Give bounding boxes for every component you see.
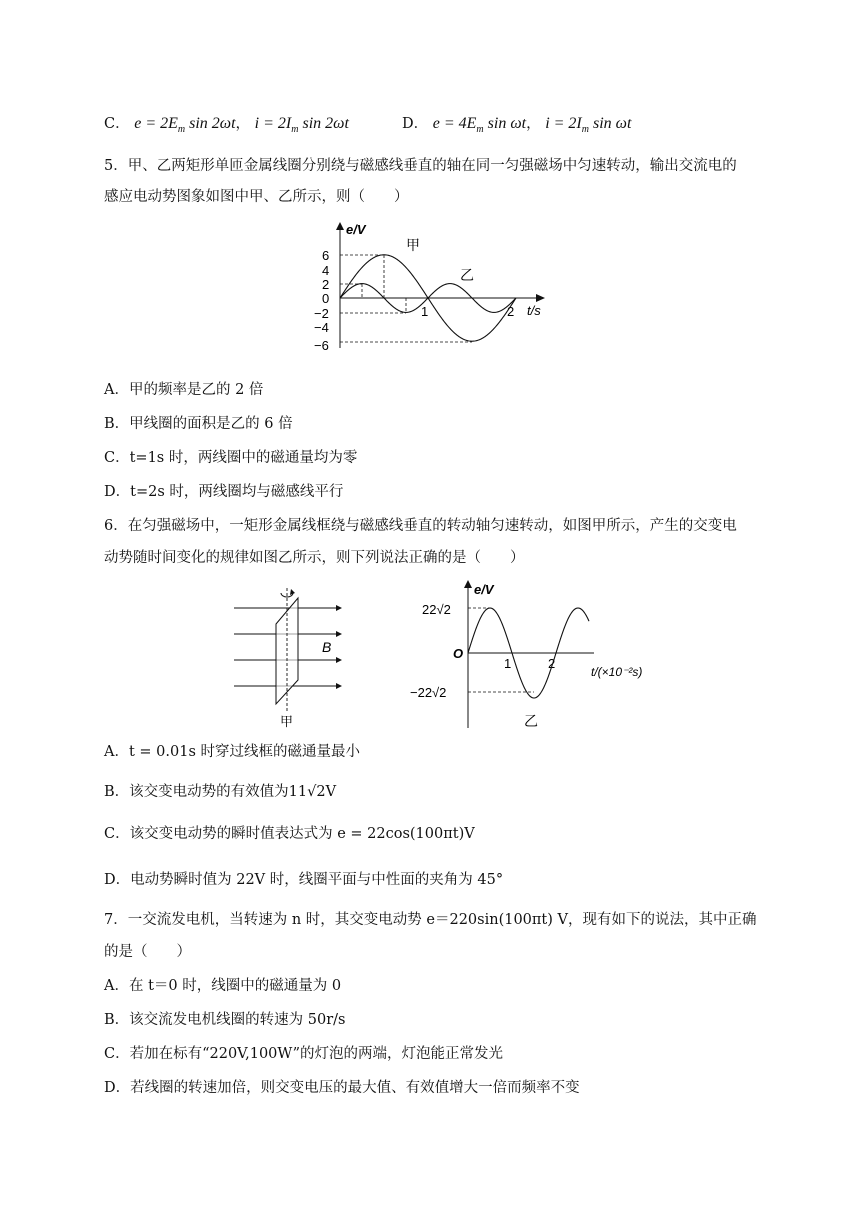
q6-option-b: B．该交变电动势的有效值为11√2V — [104, 784, 337, 800]
y-axis-arrow — [336, 222, 344, 230]
separator: ， — [235, 116, 251, 132]
formula-i: $i = 2I_m$ sin 2ωt — [254, 115, 349, 136]
y-tick-neg4: −4 — [314, 320, 329, 335]
field-label-b: B — [322, 639, 332, 655]
q6-chart — [408, 578, 658, 734]
field-arrow-3 — [336, 657, 342, 663]
y-tick-neg6: −6 — [314, 338, 329, 353]
fig-yi-caption: 乙 — [524, 713, 538, 729]
q6-stem-line2: 动势随时间变化的规律如图乙所示，则下列说法正确的是（ ） — [104, 550, 525, 566]
y-tick-0: 0 — [322, 291, 330, 306]
x-tick-1: 1 — [421, 304, 429, 319]
q5-stem-line2: 感应电动势图象如图中甲、乙所示，则（ ） — [104, 189, 409, 205]
q5-stem-line1: 5．甲、乙两矩形单匝金属线圈分别绕与磁感线垂直的轴在同一匀强磁场中匀速转动，输出交流电的 — [104, 158, 737, 174]
q6-option-c: C．该交变电动势的瞬时值表达式为 e = 22cos(100πt)V — [104, 826, 475, 842]
series-yi-label: 乙 — [460, 267, 474, 283]
y-axis-label: e/V — [474, 582, 494, 597]
y-axis-label: e/V — [346, 222, 366, 237]
q7-option-c: C．若加在标有“220V,100W”的灯泡的两端，灯泡能正常发光 — [104, 1046, 503, 1062]
q4-option-c — [104, 114, 349, 140]
q7-option-a: A．在 t＝0 时，线圈中的磁通量为 0 — [104, 978, 342, 994]
q6-stem-line1: 6．在匀强磁场中，一矩形金属线框绕与磁感线垂直的转动轴匀速转动，如图甲所示，产生的交变电 — [104, 518, 737, 534]
formula-e: $e = 2E_m$ sin 2ωt — [134, 115, 236, 136]
q6-figure-jia — [228, 584, 348, 730]
y-tick-4: 4 — [322, 263, 330, 278]
option-label: D． — [402, 116, 429, 132]
y-tick-2: 2 — [322, 277, 330, 292]
q6-option-d: D．电动势瞬时值为 22V 时，线圈平面与中性面的夹角为 45° — [104, 872, 504, 888]
x-tick-2: 2 — [548, 656, 556, 671]
q5-chart — [300, 220, 560, 355]
y-axis-arrow — [464, 580, 472, 588]
separator: ， — [526, 116, 541, 132]
q7-stem-line2: 的是（ ） — [104, 944, 191, 960]
q7-stem-line1: 7．一交流发电机，当转速为 n 时，其交变电动势 e＝220sin(100πt) V，现有如下的说法，其中正确 — [104, 912, 757, 928]
y-tick-top: 22√2 — [422, 602, 451, 617]
q5-option-b: B．甲线圈的面积是乙的 6 倍 — [104, 416, 293, 432]
x-axis-label: t/s — [527, 303, 541, 318]
q5-option-c: C．t=1s 时，两线圈中的磁通量均为零 — [104, 450, 358, 466]
q5-option-a: A．甲的频率是乙的 2 倍 — [104, 382, 264, 398]
x-tick-2: 2 — [507, 304, 515, 319]
x-tick-1: 1 — [504, 656, 512, 671]
formula-i: $i = 2I_m$ sin ωt — [545, 115, 632, 136]
option-label: C． — [104, 116, 130, 132]
series-jia-label: 甲 — [406, 237, 420, 253]
y-tick-6: 6 — [322, 248, 330, 263]
x-axis-label: t/(×10⁻²s) — [591, 665, 643, 679]
q7-option-d: D．若线圈的转速加倍，则交变电压的最大值、有效值增大一倍而频率不变 — [104, 1080, 580, 1096]
formula-e: $e = 4E_m$ sin ωt — [432, 115, 527, 136]
q5-option-d: D．t=2s 时，两线圈均与磁感线平行 — [104, 484, 344, 500]
q6-option-a: A．t = 0.01s 时穿过线框的磁通量最小 — [104, 744, 361, 760]
field-arrow-2 — [336, 631, 342, 637]
fig-jia-caption: 甲 — [280, 714, 294, 729]
origin-label: O — [453, 646, 464, 661]
q7-option-b: B．该交流发电机线圈的转速为 50r/s — [104, 1012, 346, 1028]
y-tick-bottom: −22√2 — [410, 685, 447, 700]
x-axis-arrow — [536, 294, 545, 302]
field-arrow-1 — [336, 605, 342, 611]
q4-option-d — [402, 114, 631, 140]
y-tick-neg2: −2 — [314, 306, 329, 321]
field-arrow-4 — [336, 683, 342, 689]
